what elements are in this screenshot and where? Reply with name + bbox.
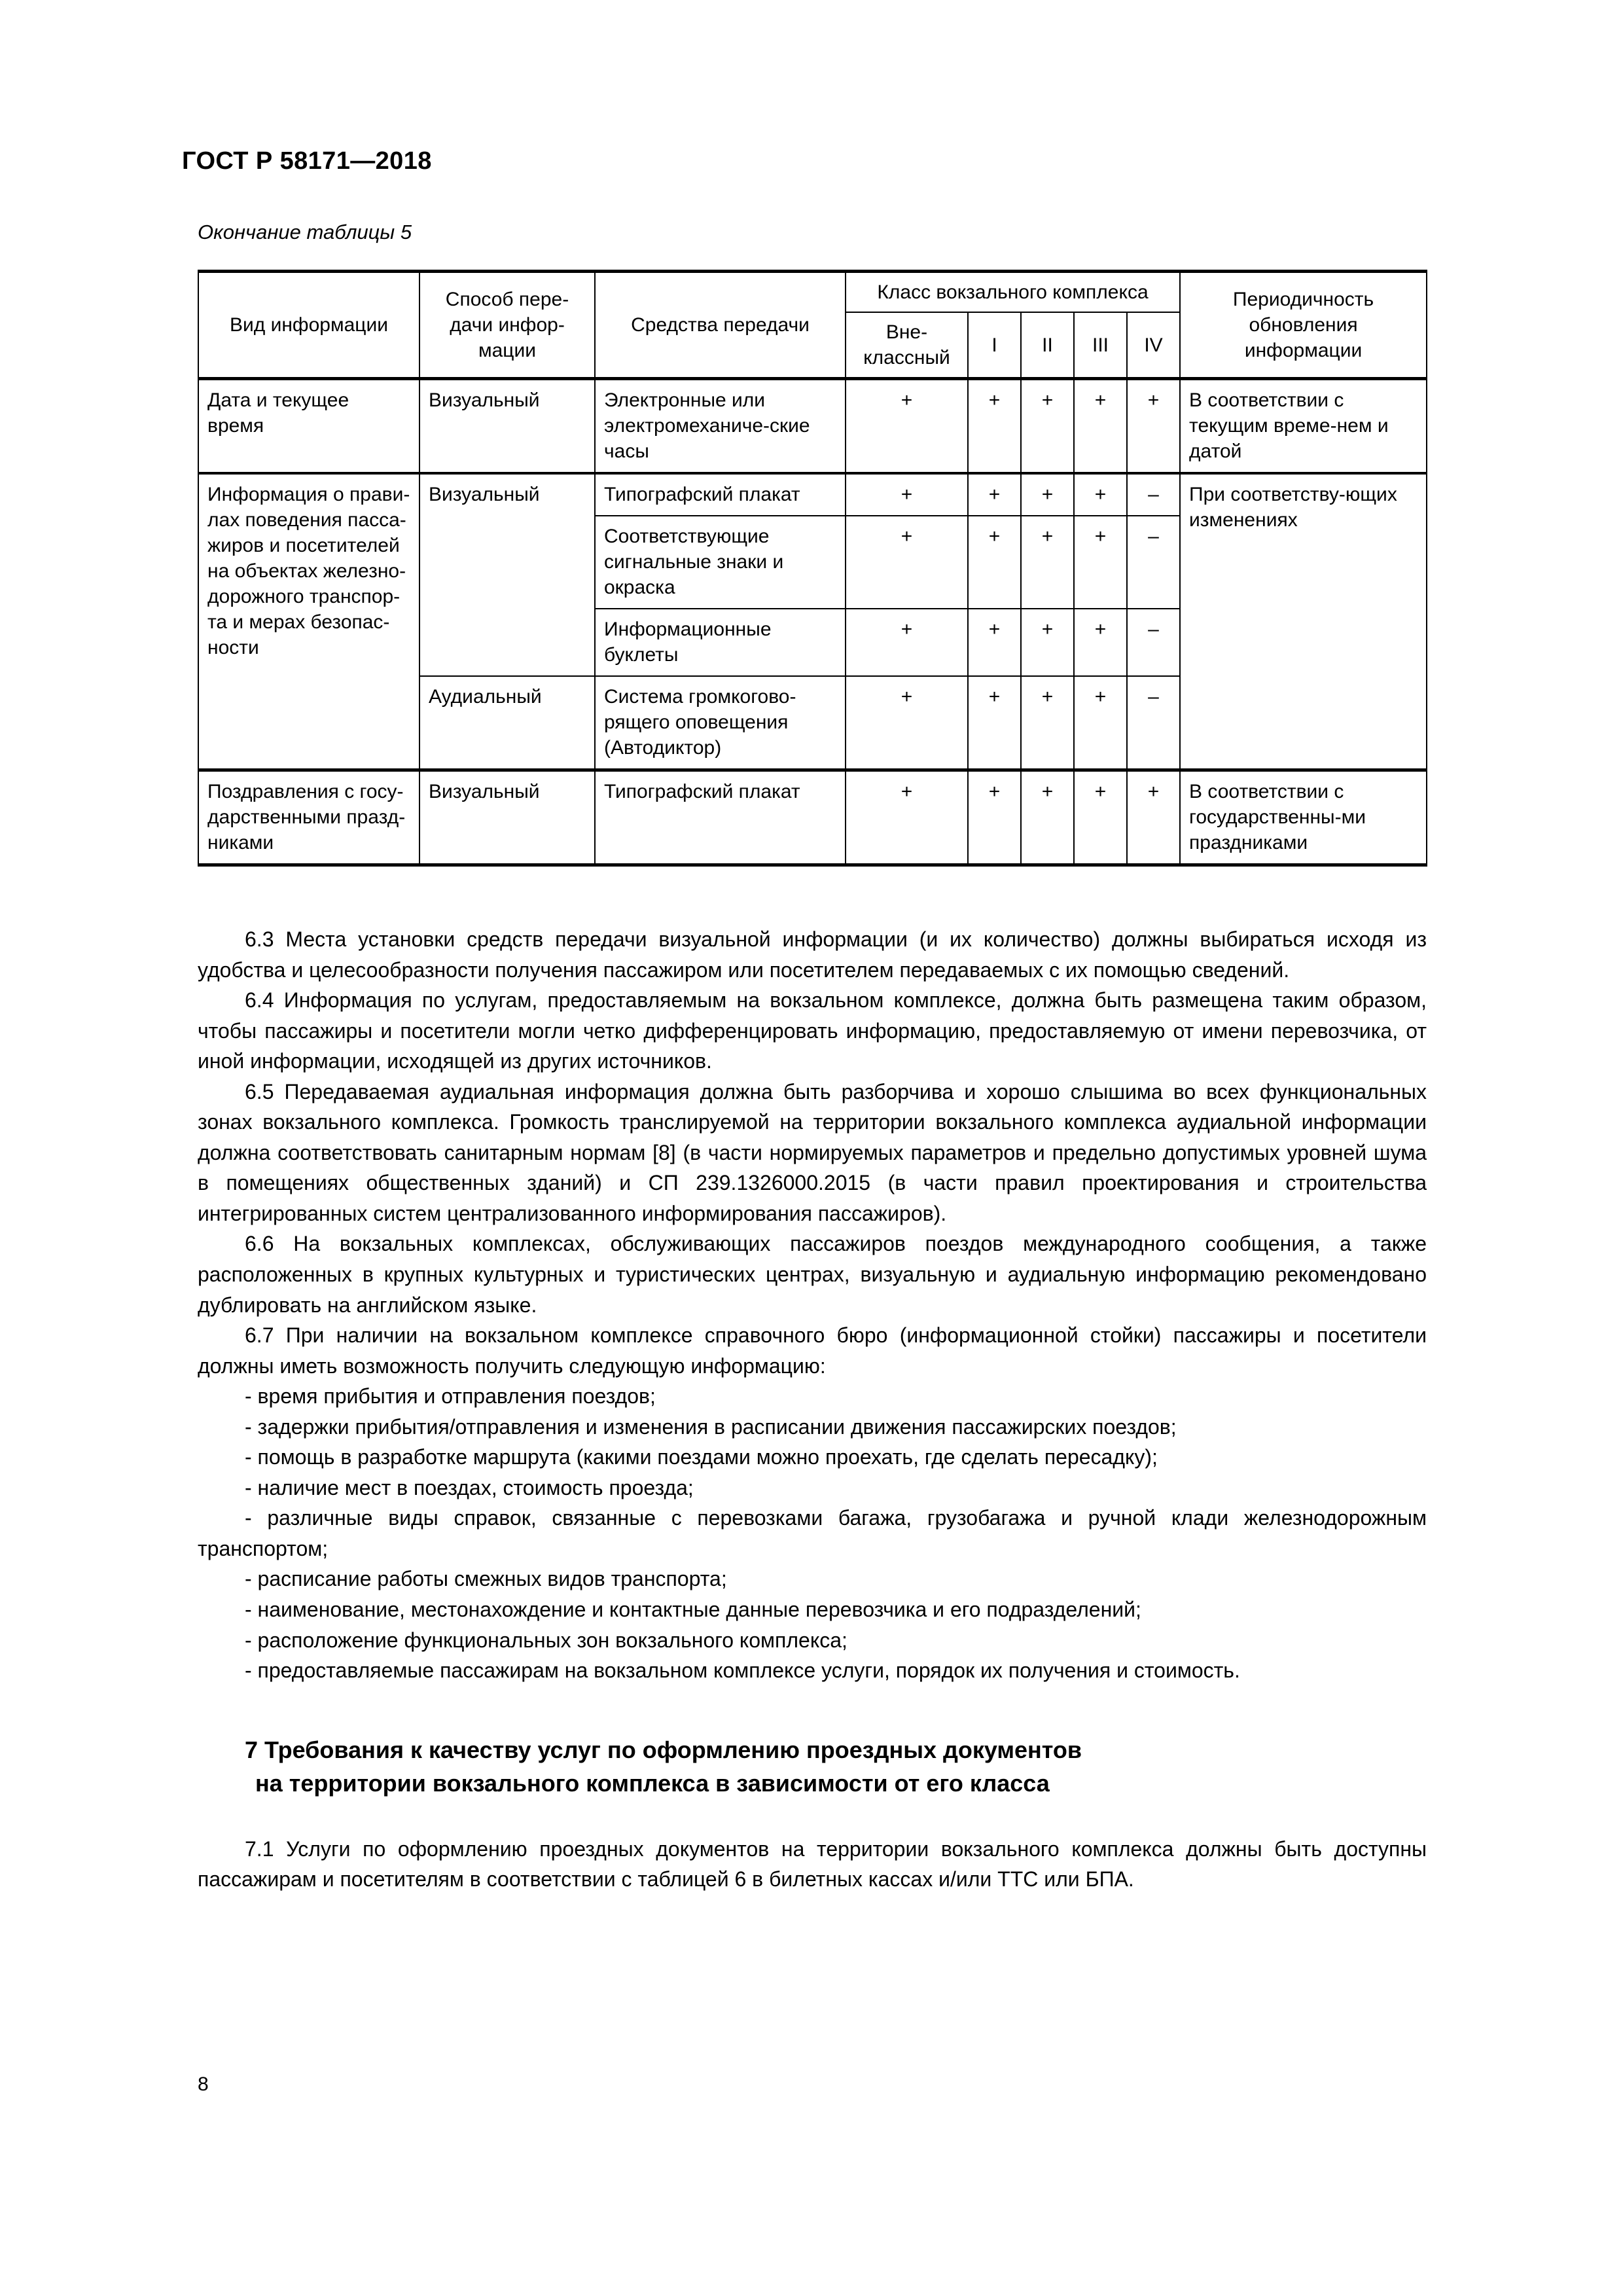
cell-class-3: +: [1074, 379, 1127, 474]
section-7-heading-line-1: 7 Требования к качеству услуг по оформлению проездных документов: [245, 1736, 1082, 1763]
page-number: 8: [198, 2073, 209, 2095]
cell-class-1: +: [968, 379, 1021, 474]
paragraph-6-6: 6.6 На вокзальных комплексах, обслуживающих пассажиров поездов международного сообщения, а также расположенных в крупных культурных и туристических центрах, визуальную и аудиальную информацию рекомендовано дублировать на английском языке.: [198, 1232, 1427, 1317]
cell-means: Типографский плакат: [595, 770, 846, 865]
cell-method: Аудиальный: [419, 676, 595, 770]
cell-class-4: –: [1127, 676, 1180, 770]
header-class-2: II: [1021, 312, 1074, 379]
cell-class-1: +: [968, 676, 1021, 770]
header-transfer-means: Средства передачи: [595, 272, 846, 379]
header-class-1: I: [968, 312, 1021, 379]
cell-means: Типографский плакат: [595, 473, 846, 516]
cell-class-1: +: [968, 516, 1021, 609]
section-7-heading: [198, 1733, 1427, 1800]
table-row: [198, 473, 1427, 516]
cell-class-4: +: [1127, 379, 1180, 474]
cell-class-4: –: [1127, 516, 1180, 609]
list-item: - время прибытия и отправления поездов;: [245, 1384, 656, 1408]
section-7-heading-line-2: на территории вокзального комплекса в зависимости от его класса: [255, 1769, 1050, 1797]
cell-class-2: +: [1021, 516, 1074, 609]
cell-class-1: +: [968, 770, 1021, 865]
cell-means: Электронные или электромеханиче-ские часы: [595, 379, 846, 474]
cell-means: Соответствующие сигнальные знаки и окраска: [595, 516, 846, 609]
header-station-class-group: Класс вокзального комплекса: [846, 272, 1180, 313]
header-class-3: III: [1074, 312, 1127, 379]
body-text: [198, 924, 1427, 1895]
cell-class-3: +: [1074, 609, 1127, 676]
cell-class-2: +: [1021, 676, 1074, 770]
cell-class-1: +: [968, 473, 1021, 516]
cell-class-extra: +: [846, 516, 968, 609]
table-header: [198, 272, 1427, 379]
paragraph-6-7: 6.7 При наличии на вокзальном комплексе справочного бюро (информационной стойки) пассажиры и посетители должны иметь возможность получить следующую информацию:: [198, 1323, 1427, 1378]
cell-class-4: –: [1127, 609, 1180, 676]
cell-class-extra: +: [846, 609, 968, 676]
cell-class-3: +: [1074, 770, 1127, 865]
list-item: - расписание работы смежных видов транспорта;: [245, 1567, 727, 1591]
cell-class-2: +: [1021, 770, 1074, 865]
list-item: - помощь в разработке маршрута (какими поездами можно проехать, где сделать пересадку);: [245, 1445, 1158, 1469]
list-item: - наличие мест в поездах, стоимость проезда;: [245, 1475, 694, 1499]
table-continuation-caption: Окончание таблицы 5: [198, 221, 412, 243]
paragraph-6-5: 6.5 Передаваемая аудиальная информация должна быть разборчива и хорошо слышима во всех функциональных зонах вокзального комплекса. Громкость транслируемой на территории вокзального комплекса аудиальной информации должна соответствовать санитарным нормам [8] (в части нормируемых параметров и предельно допустимых уровней шума в помещениях общественных зданий) и СП 239.1326000.2015 (в части правил проектирования и строительства интегрированных систем централизованного информирования пассажиров).: [198, 1079, 1427, 1225]
list-item: - предоставляемые пассажирам на вокзальном комплексе услуги, порядок их получения и стоимость.: [245, 1659, 1240, 1683]
cell-class-extra: +: [846, 379, 968, 474]
list-item: - наименование, местонахождение и контактные данные перевозчика и его подразделений;: [245, 1598, 1141, 1622]
cell-info-type: Дата и текущее время: [198, 379, 419, 474]
paragraph-6-3: 6.3 Места установки средств передачи визуальной информации (и их количество) должны выбираться исходя из удобства и целесообразности получения пассажиром или посетителем передаваемых с их помощью сведений.: [198, 927, 1427, 982]
cell-class-3: +: [1074, 516, 1127, 609]
cell-class-4: +: [1127, 770, 1180, 865]
cell-method: Визуальный: [419, 473, 595, 676]
cell-class-1: +: [968, 609, 1021, 676]
cell-info-type: Поздравления с госу-дарственными празд-никами: [198, 770, 419, 865]
cell-class-3: +: [1074, 473, 1127, 516]
cell-class-2: +: [1021, 473, 1074, 516]
table-row: [198, 770, 1427, 865]
header-class-4: IV: [1127, 312, 1180, 379]
table-row: [198, 379, 1427, 474]
list-item: - различные виды справок, связанные с перевозками багажа, грузобагажа и ручной клади железнодорожным транспортом;: [198, 1506, 1427, 1560]
document-header-standard-number: ГОСТ Р 58171—2018: [182, 147, 432, 175]
cell-class-extra: +: [846, 770, 968, 865]
paragraph-6-4: 6.4 Информация по услугам, предоставляемым на вокзальном комплексе, должна быть размещена таким образом, чтобы пассажиры и посетители могли четко дифференцировать информацию, предоставляемую от имени перевозчика, от иной информации, исходящей из других источников.: [198, 988, 1427, 1073]
cell-class-3: +: [1074, 676, 1127, 770]
table-5-continuation: [198, 270, 1426, 867]
cell-period: В соответствии с текущим време-нем и датой: [1180, 379, 1427, 474]
list-item: - расположение функциональных зон вокзального комплекса;: [245, 1628, 847, 1652]
cell-period: При соответству-ющих изменениях: [1180, 473, 1427, 770]
header-update-period: Периодичность обновления информации: [1180, 272, 1427, 379]
cell-class-extra: +: [846, 473, 968, 516]
cell-method: Визуальный: [419, 770, 595, 865]
cell-class-4: –: [1127, 473, 1180, 516]
header-class-extra: Вне- классный: [846, 312, 968, 379]
cell-method: Визуальный: [419, 379, 595, 474]
cell-info-type: Информация о прави-лах поведения пасса-жиров и посетителей на объектах железно-дорожного транспор-та и мерах безопас-ности: [198, 473, 419, 770]
cell-means: Система громкогово-рящего оповещения (Автодиктор): [595, 676, 846, 770]
header-transfer-method: Способ пере- дачи инфор- мации: [419, 272, 595, 379]
paragraph-7-1: 7.1 Услуги по оформлению проездных документов на территории вокзального комплекса должны быть доступны пассажирам и посетителям в соответствии с таблицей 6 в билетных кассах и/или ТТС или БПА.: [198, 1837, 1427, 1892]
information-requirements-table: [198, 270, 1427, 867]
cell-class-extra: +: [846, 676, 968, 770]
table-body: [198, 379, 1427, 865]
cell-class-2: +: [1021, 379, 1074, 474]
cell-class-2: +: [1021, 609, 1074, 676]
list-item: - задержки прибытия/отправления и изменения в расписании движения пассажирских поездов;: [245, 1414, 1177, 1439]
header-info-type: Вид информации: [198, 272, 419, 379]
cell-period: В соответствии с государственны-ми праздниками: [1180, 770, 1427, 865]
cell-means: Информационные буклеты: [595, 609, 846, 676]
